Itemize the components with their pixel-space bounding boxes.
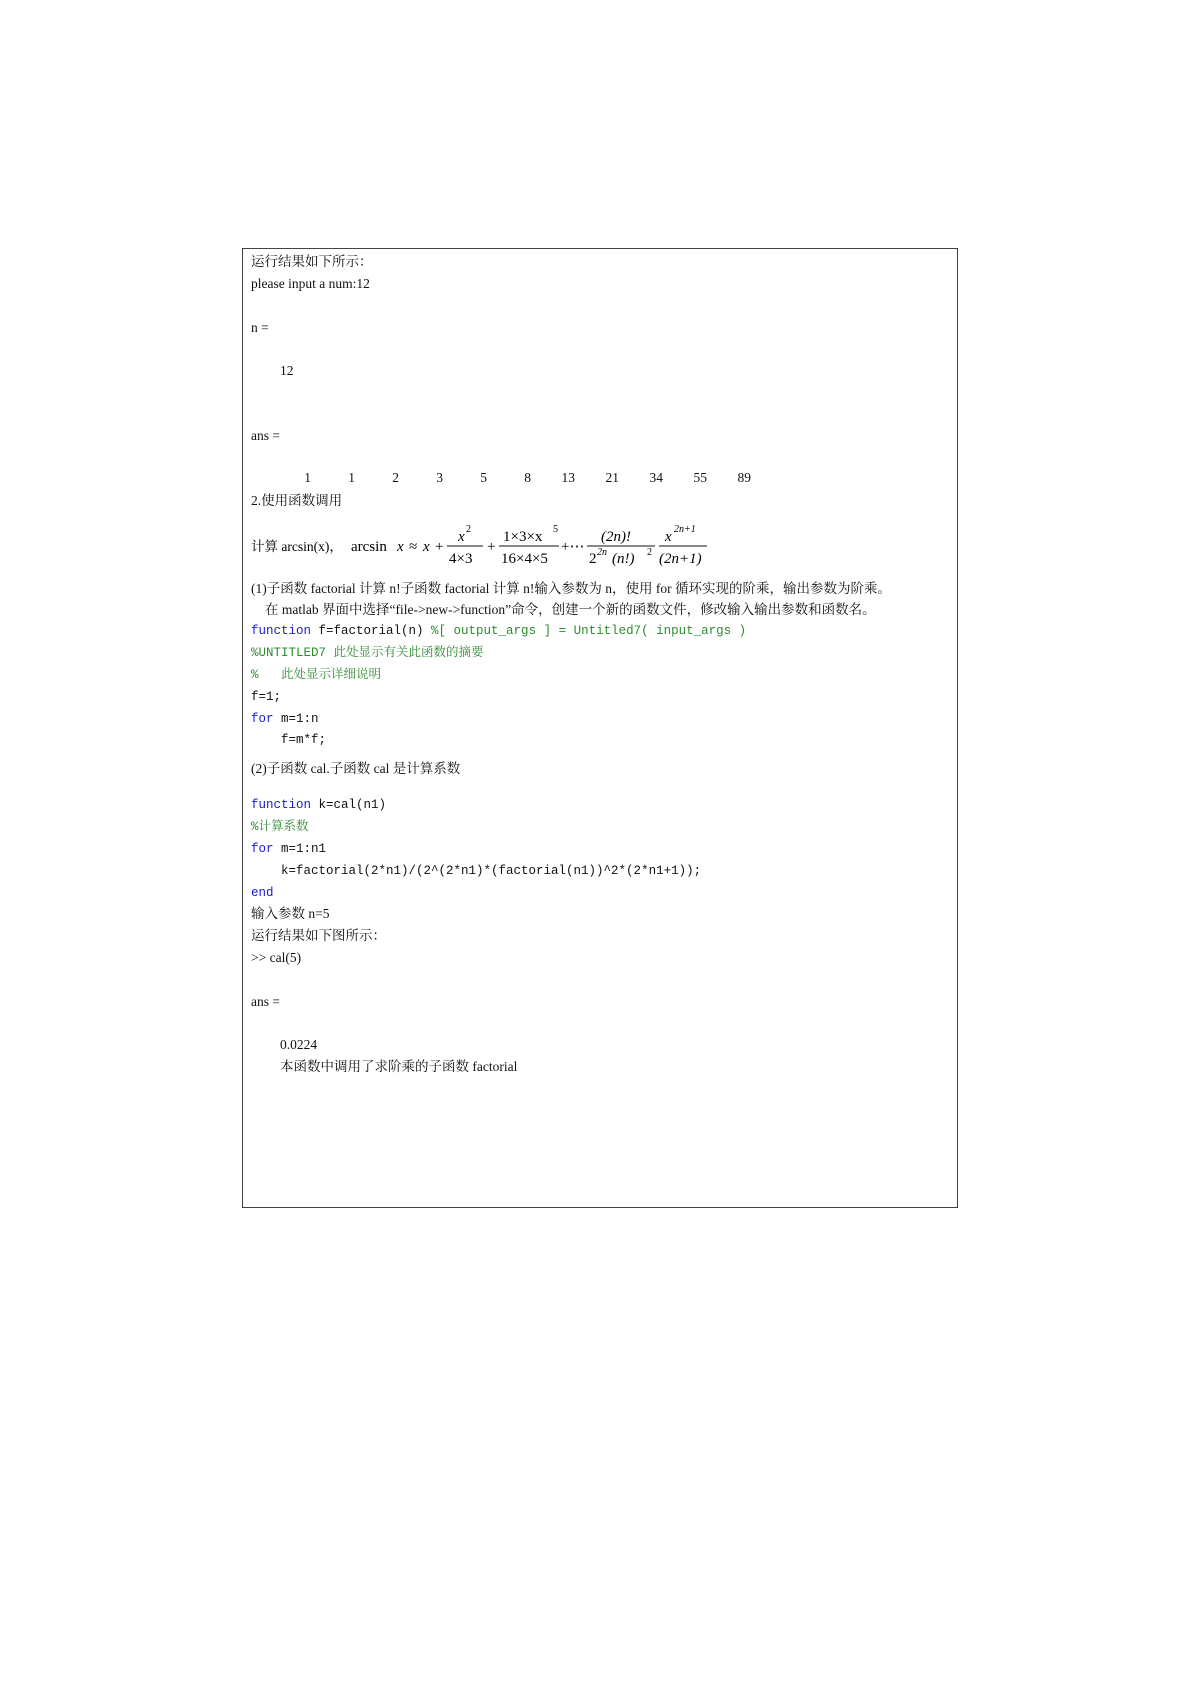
- ans-label: ans =: [251, 428, 280, 443]
- code1-signature: f=factorial(n): [311, 624, 432, 638]
- code1-comment-1: %UNTITLED7 此处显示有关此函数的摘要: [251, 646, 484, 660]
- fib-value: 5: [480, 470, 487, 485]
- keyword-function: function: [251, 798, 312, 812]
- code2-signature: k=cal(n1): [311, 798, 387, 812]
- code1-signature-comment: %[ output_args ] = Untitled7( input_args ): [431, 624, 747, 638]
- fib-value: 2: [392, 470, 399, 485]
- formula-var: x: [397, 539, 404, 555]
- term3-den-rest: (n!): [612, 551, 635, 567]
- note: 本函数中调用了求阶乘的子函数 factorial: [280, 1059, 518, 1074]
- svg-text:+: +: [435, 539, 444, 555]
- prompt-line: please input a num:12: [251, 276, 370, 291]
- paragraph-2: 在 matlab 界面中选择“file->new->function”命令，创建一个新的函数文件，修改输入输出参数和函数名。: [265, 602, 876, 617]
- term1-denominator: 4×3: [449, 551, 473, 567]
- formula-prefix: 计算 arcsin(x)，: [251, 539, 343, 554]
- arcsin-formula: [251, 519, 951, 575]
- n-value: 12: [280, 363, 294, 378]
- code1-line-signature: [251, 622, 746, 640]
- section-2-heading: 2.使用函数调用: [251, 493, 343, 508]
- formula-x: x: [423, 539, 430, 555]
- term3-numerator: (2n)!: [601, 529, 631, 545]
- term3-den-exponent2: 2: [647, 547, 652, 558]
- ans-value-2: 0.0224: [280, 1037, 318, 1052]
- document-frame: [242, 248, 958, 1208]
- code1-for-range: m=1:n: [273, 712, 319, 726]
- code2-comment: %计算系数: [251, 820, 309, 834]
- formula-approx: ≈: [409, 539, 418, 555]
- code1-comment-2: % 此处显示详细说明: [251, 668, 382, 682]
- code2-line-signature: [251, 796, 386, 814]
- fib-value: 55: [693, 470, 707, 485]
- fib-value: 21: [605, 470, 619, 485]
- term1-exponent: 2: [466, 524, 471, 535]
- ans-label-2: ans =: [251, 994, 280, 1009]
- code1-line-f-init: f=1;: [251, 690, 282, 704]
- keyword-for: for: [251, 842, 274, 856]
- fib-value: 13: [561, 470, 575, 485]
- term1-numerator: x: [458, 529, 465, 545]
- paragraph-3: (2)子函数 cal.子函数 cal 是计算系数: [251, 761, 461, 776]
- formula-lhs: arcsin: [351, 539, 387, 555]
- term4-denominator: (2n+1): [659, 551, 702, 567]
- n-label: n =: [251, 320, 269, 335]
- formula-dots: +⋯: [561, 539, 585, 555]
- code2-line-end: end: [251, 886, 274, 900]
- code2-line-body: k=factorial(2*n1)/(2^(2*n1)*(factorial(n1))^2*(2*n1+1));: [251, 864, 702, 878]
- term3-den-base: 2: [589, 551, 597, 567]
- fib-value: 89: [737, 470, 751, 485]
- code1-line-body: f=m*f;: [251, 733, 327, 747]
- code1-line-for: [251, 710, 319, 728]
- keyword-for: for: [251, 712, 274, 726]
- term3-den-exponent: 2n: [597, 547, 607, 558]
- fib-value: 34: [649, 470, 663, 485]
- call-line: >> cal(5): [251, 950, 302, 965]
- result-heading: 运行结果如下所示：: [251, 254, 373, 269]
- code2-for-range: m=1:n1: [273, 842, 327, 856]
- fib-value: 3: [436, 470, 443, 485]
- term2-numerator: 1×3×x: [503, 529, 543, 545]
- term2-denominator: 16×4×5: [501, 551, 548, 567]
- fib-value: 1: [348, 470, 355, 485]
- input-param: 输入参数 n=5: [251, 906, 330, 921]
- paragraph-1: (1)子函数 factorial 计算 n!子函数 factorial 计算 n!输入参数为 n，使用 for 循环实现的阶乘，输出参数为阶乘。: [251, 581, 892, 596]
- term4-exponent: 2n+1: [674, 524, 696, 535]
- fib-value: 1: [304, 470, 311, 485]
- term2-exponent: 5: [553, 524, 558, 535]
- svg-text:+: +: [487, 539, 496, 555]
- keyword-function: function: [251, 624, 312, 638]
- result-heading-2: 运行结果如下图所示：: [251, 928, 386, 943]
- term4-numerator: x: [665, 529, 672, 545]
- fib-value: 8: [524, 470, 531, 485]
- code2-line-for: [251, 840, 326, 858]
